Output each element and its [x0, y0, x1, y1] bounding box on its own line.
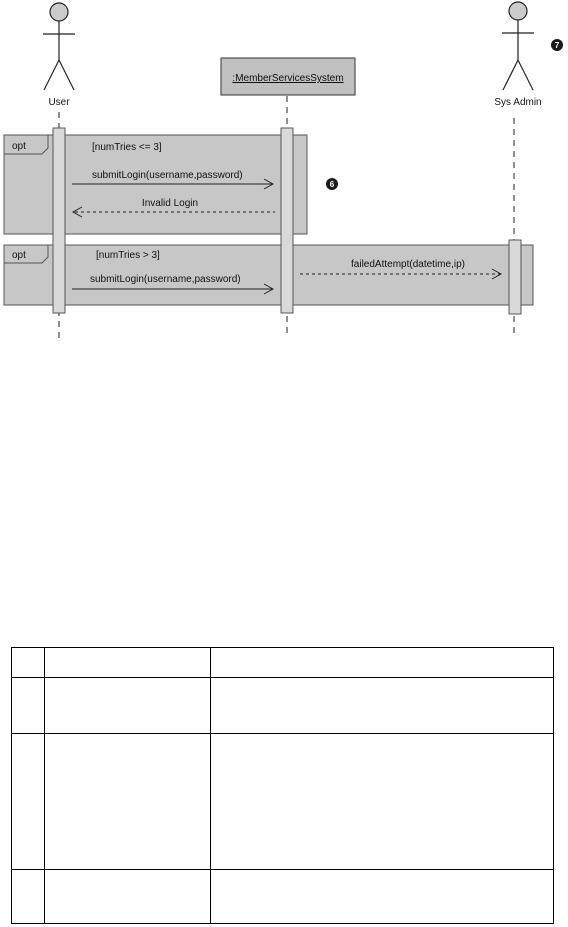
- sysadmin-actor-head: [509, 2, 527, 20]
- callout-6-label: 6: [329, 180, 335, 189]
- table-row: [12, 648, 554, 678]
- table-cell: [12, 870, 45, 924]
- table-cell: [12, 648, 45, 678]
- message-failed-attempt-label: failedAttempt(datetime,ip): [351, 259, 465, 270]
- table-cell: [211, 734, 554, 870]
- table-cell: [12, 678, 45, 734]
- table-cell: [211, 648, 554, 678]
- callout-7: [551, 39, 563, 51]
- user-actor-head: [50, 3, 68, 21]
- fragment-2-guard: [numTries > 3]: [96, 250, 160, 261]
- sysadmin-actor-label: Sys Admin: [494, 97, 542, 108]
- system-activation: [281, 128, 293, 313]
- opt-fragment-2: [4, 245, 533, 305]
- fragment-1-guard: [numTries <= 3]: [92, 142, 162, 153]
- table-cell: [45, 870, 211, 924]
- table-cell: [12, 734, 45, 870]
- table-row: [12, 734, 554, 870]
- table-row: [12, 678, 554, 734]
- table-cell: [211, 678, 554, 734]
- message-submit-login-1-label: submitLogin(username,password): [92, 170, 243, 181]
- user-actor-label: User: [48, 97, 70, 108]
- user-activation: [53, 128, 65, 313]
- sequence-diagram: [0, 0, 568, 350]
- table-cell: [211, 870, 554, 924]
- user-actor: [43, 3, 75, 90]
- fragment-1-operator: opt: [12, 141, 26, 152]
- table-row: [12, 870, 554, 924]
- fragment-2-operator: opt: [12, 250, 26, 261]
- table-cell: [45, 734, 211, 870]
- message-invalid-login-label: Invalid Login: [141, 198, 199, 209]
- callout-6: [326, 178, 338, 190]
- message-submit-login-2-label: submitLogin(username,password): [90, 274, 241, 285]
- callout-7-label: 7: [554, 41, 560, 50]
- empty-table: [11, 647, 554, 924]
- system-object-label: :MemberServicesSystem: [232, 73, 344, 84]
- sysadmin-activation: [509, 240, 521, 314]
- sysadmin-actor: [502, 2, 534, 90]
- table-cell: [45, 648, 211, 678]
- table-cell: [45, 678, 211, 734]
